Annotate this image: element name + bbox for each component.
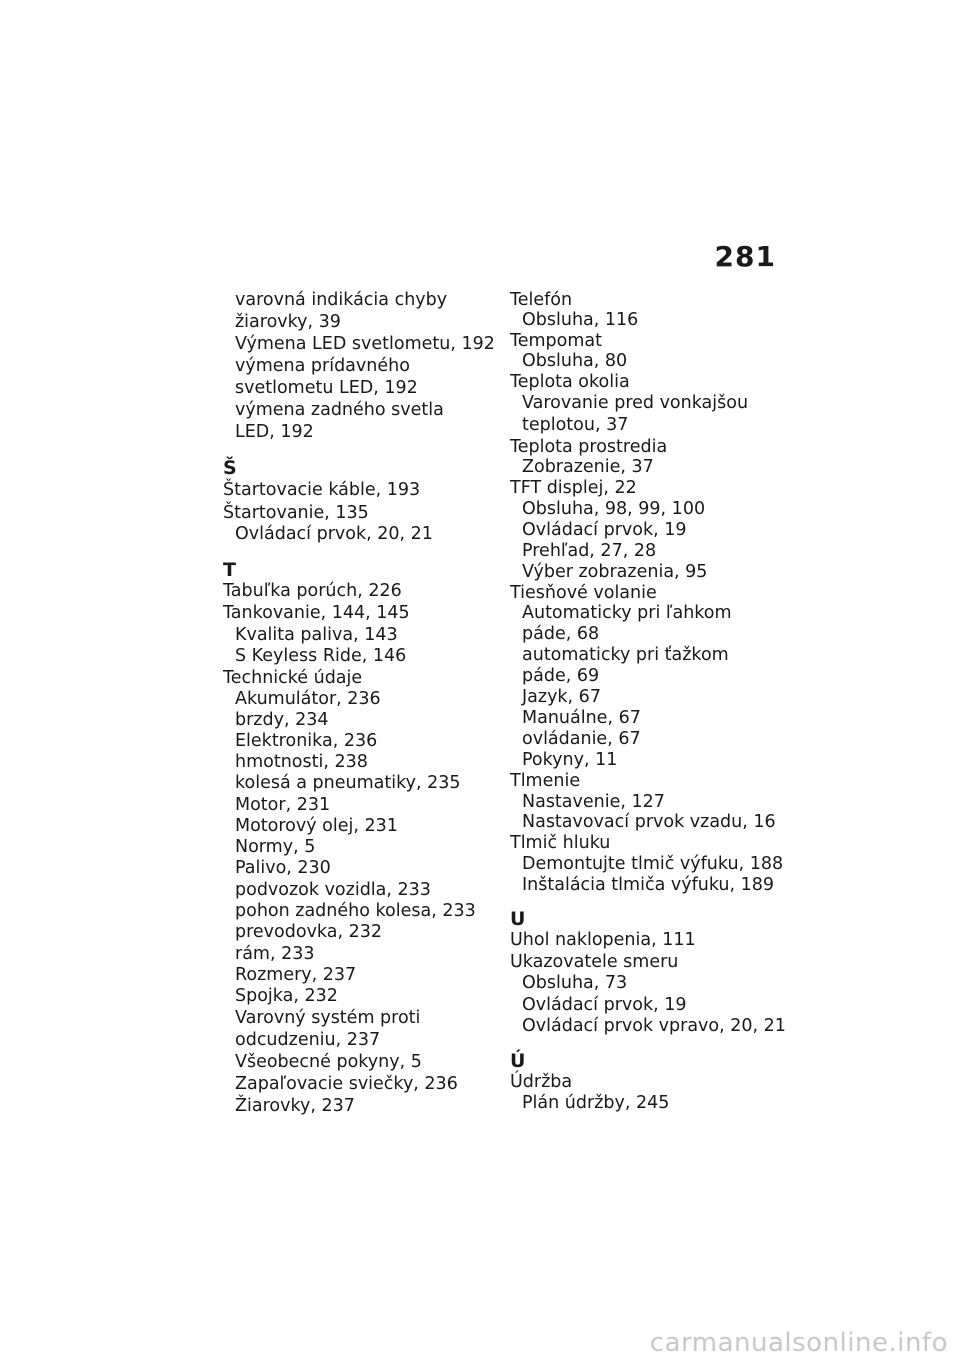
index-subentry: Manuálne, 67 — [522, 708, 641, 728]
index-subentry: Normy, 5 — [235, 837, 316, 857]
index-subentry: prevodovka, 232 — [235, 922, 382, 942]
index-entry: Tiesňové volanie — [510, 583, 657, 603]
index-subentry: Prehľad, 27, 28 — [522, 541, 657, 561]
index-subentry: teplotou, 37 — [522, 415, 629, 435]
index-subentry: hmotnosti, 238 — [235, 752, 368, 772]
index-subentry: Varovanie pred vonkajšou — [522, 393, 749, 413]
index-subentry: rám, 233 — [235, 944, 315, 964]
index-entry: Ukazovatele smeru — [510, 952, 679, 972]
index-subentry: žiarovky, 39 — [235, 312, 341, 332]
index-subentry: Ovládací prvok, 19 — [522, 520, 687, 540]
index-letter-heading: Ú — [510, 1050, 526, 1072]
index-entry: Telefón — [510, 290, 573, 310]
index-entry: Štartovanie, 135 — [223, 503, 369, 523]
index-subentry: S Keyless Ride, 146 — [235, 646, 407, 666]
index-subentry: brzdy, 234 — [235, 710, 329, 730]
index-subentry: Výber zobrazenia, 95 — [522, 562, 708, 582]
index-subentry: Obsluha, 80 — [522, 351, 628, 371]
index-subentry: Motor, 231 — [235, 795, 331, 815]
index-subentry: svetlometu LED, 192 — [235, 378, 418, 398]
index-entry: Tlmič hluku — [510, 833, 611, 853]
index-subentry: Výmena LED svetlometu, 192 — [235, 334, 495, 354]
watermark: carmanualsonline.info — [649, 1328, 948, 1358]
index-entry: Štartovacie káble, 193 — [223, 480, 421, 500]
index-subentry: výmena prídavného — [235, 356, 410, 376]
page-number: 281 — [714, 240, 776, 273]
index-subentry: páde, 69 — [522, 666, 600, 686]
index-subentry: Jazyk, 67 — [522, 687, 601, 707]
index-subentry: Pokyny, 11 — [522, 750, 618, 770]
index-letter-heading: U — [510, 908, 526, 930]
index-subentry: páde, 68 — [522, 624, 600, 644]
index-subentry: Obsluha, 98, 99, 100 — [522, 499, 706, 519]
index-subentry: Plán údržby, 245 — [522, 1093, 670, 1113]
index-subentry: Obsluha, 73 — [522, 973, 628, 993]
index-subentry: Obsluha, 116 — [522, 310, 639, 330]
index-entry: Údržba — [510, 1072, 573, 1092]
index-entry: Tabuľka porúch, 226 — [223, 581, 402, 601]
index-entry: TFT displej, 22 — [510, 478, 637, 498]
index-subentry: pohon zadného kolesa, 233 — [235, 901, 476, 921]
index-subentry: Zapaľovacie sviečky, 236 — [235, 1074, 458, 1094]
index-subentry: Demontujte tlmič výfuku, 188 — [522, 854, 784, 874]
index-entry: Tankovanie, 144, 145 — [223, 603, 410, 623]
index-subentry: kolesá a pneumatiky, 235 — [235, 773, 461, 793]
index-subentry: Inštalácia tlmiča výfuku, 189 — [522, 875, 775, 895]
index-subentry: Elektronika, 236 — [235, 731, 378, 751]
index-subentry: LED, 192 — [235, 422, 314, 442]
index-subentry: Varovný systém proti — [235, 1008, 421, 1028]
index-subentry: Palivo, 230 — [235, 858, 331, 878]
index-entry: Technické údaje — [223, 668, 363, 688]
index-entry: Teplota prostredia — [510, 437, 668, 457]
index-subentry: automaticky pri ťažkom — [522, 645, 729, 665]
index-subentry: Spojka, 232 — [235, 986, 338, 1006]
index-entry: Tempomat — [510, 331, 602, 351]
index-letter-heading: T — [223, 559, 236, 581]
index-subentry: odcudzeniu, 237 — [235, 1030, 381, 1050]
index-subentry: Ovládací prvok vpravo, 20, 21 — [522, 1016, 786, 1036]
index-subentry: výmena zadného svetla — [235, 400, 444, 420]
index-subentry: Zobrazenie, 37 — [522, 457, 654, 477]
index-subentry: Všeobecné pokyny, 5 — [235, 1052, 422, 1072]
index-subentry: Akumulátor, 236 — [235, 689, 381, 709]
index-subentry: varovná indikácia chyby — [235, 290, 448, 310]
index-entry: Tlmenie — [510, 771, 581, 791]
index-subentry: Motorový olej, 231 — [235, 816, 398, 836]
index-subentry: Kvalita paliva, 143 — [235, 625, 398, 645]
index-subentry: Nastavovací prvok vzadu, 16 — [522, 812, 776, 832]
index-subentry: Rozmery, 237 — [235, 965, 357, 985]
index-subentry: Automaticky pri ľahkom — [522, 603, 732, 623]
index-subentry: Žiarovky, 237 — [235, 1096, 355, 1116]
index-subentry: ovládanie, 67 — [522, 729, 641, 749]
index-entry: Uhol naklopenia, 111 — [510, 930, 696, 950]
index-entry: Teplota okolia — [510, 372, 630, 392]
index-subentry: podvozok vozidla, 233 — [235, 880, 431, 900]
index-letter-heading: Š — [223, 457, 237, 479]
index-subentry: Ovládací prvok, 19 — [522, 995, 687, 1015]
index-subentry: Nastavenie, 127 — [522, 792, 665, 812]
index-subentry: Ovládací prvok, 20, 21 — [235, 524, 433, 544]
